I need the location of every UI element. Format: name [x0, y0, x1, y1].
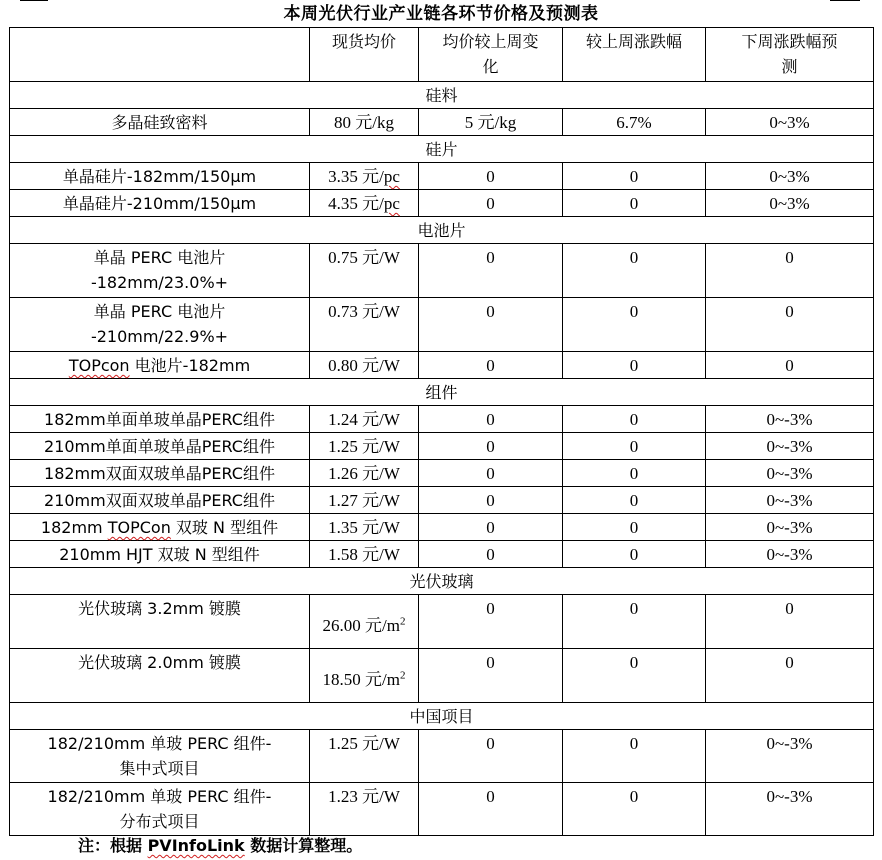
table-row: [10, 487, 874, 514]
table-row: [10, 783, 874, 836]
forecast: 0~-3%: [706, 433, 874, 460]
weekly-pct: 0: [563, 244, 706, 298]
section-row: [10, 568, 874, 595]
weekly-pct: 0: [563, 649, 706, 703]
forecast: 0: [706, 244, 874, 298]
table-row: [10, 244, 874, 298]
product-name: 210mm双面双玻单晶PERC组件: [10, 487, 310, 514]
weekly-pct: 0: [563, 783, 706, 836]
forecast: 0~-3%: [706, 514, 874, 541]
section-row: [10, 217, 874, 244]
spot-price: 1.26 元/W: [310, 460, 419, 487]
forecast: 0~-3%: [706, 406, 874, 433]
product-name: 210mm单面单玻单晶PERC组件: [10, 433, 310, 460]
forecast: 0~-3%: [706, 783, 874, 836]
spot-price: 1.25 元/W: [310, 730, 419, 783]
product-name: 单晶 PERC 电池片 -182mm/23.0%+: [10, 244, 310, 298]
weekly-change: 5 元/kg: [419, 109, 563, 136]
weekly-change: 0: [419, 298, 563, 352]
weekly-pct: 0: [563, 460, 706, 487]
table-row: [10, 460, 874, 487]
weekly-change: 0: [419, 514, 563, 541]
table-row: [10, 109, 874, 136]
product-name: 多晶硅致密料: [10, 109, 310, 136]
section-row: [10, 703, 874, 730]
product-name: 182mm TOPCon 双玻 N 型组件: [10, 514, 310, 541]
table-row: [10, 541, 874, 568]
weekly-pct: 0: [563, 514, 706, 541]
product-name: 光伏玻璃 3.2mm 镀膜: [10, 595, 310, 649]
product-name: 182mm双面双玻单晶PERC组件: [10, 460, 310, 487]
spot-price: 1.58 元/W: [310, 541, 419, 568]
section-silicon: 硅料: [10, 82, 874, 109]
table-row: [10, 649, 874, 703]
table-row: [10, 406, 874, 433]
table-row: [10, 595, 874, 649]
product-name: 单晶 PERC 电池片 -210mm/22.9%+: [10, 298, 310, 352]
weekly-pct: 0: [563, 433, 706, 460]
header-blank: [10, 28, 310, 82]
section-china-projects: 中国项目: [10, 703, 874, 730]
weekly-pct: 0: [563, 487, 706, 514]
spot-price: 0.73 元/W: [310, 298, 419, 352]
weekly-change: 0: [419, 433, 563, 460]
price-table: [9, 27, 874, 836]
weekly-pct: 0: [563, 595, 706, 649]
product-name: TOPcon 电池片-182mm: [10, 352, 310, 379]
table-row: [10, 730, 874, 783]
forecast: 0~3%: [706, 163, 874, 190]
spot-price: 4.35 元/pc: [310, 190, 419, 217]
spot-price: 0.75 元/W: [310, 244, 419, 298]
forecast: 0: [706, 352, 874, 379]
table-title: 本周光伏行业产业链各环节价格及预测表: [283, 4, 599, 24]
spot-price: 1.25 元/W: [310, 433, 419, 460]
forecast: 0~-3%: [706, 730, 874, 783]
forecast: 0~-3%: [706, 541, 874, 568]
weekly-change: 0: [419, 352, 563, 379]
spot-price: 1.24 元/W: [310, 406, 419, 433]
weekly-change: 0: [419, 244, 563, 298]
section-row: [10, 136, 874, 163]
table-row: [10, 190, 874, 217]
table-row: [10, 298, 874, 352]
forecast: 0: [706, 298, 874, 352]
header-weekly-pct: 较上周涨跌幅: [563, 28, 706, 82]
spot-price: 1.23 元/W: [310, 783, 419, 836]
weekly-change: 0: [419, 783, 563, 836]
product-name: 单晶硅片-210mm/150μm: [10, 190, 310, 217]
weekly-change: 0: [419, 487, 563, 514]
product-name: 182/210mm 单玻 PERC 组件- 集中式项目: [10, 730, 310, 783]
header-weekly-change: 均价较上周变 化: [419, 28, 563, 82]
weekly-pct: 0: [563, 541, 706, 568]
product-name: 182mm单面单玻单晶PERC组件: [10, 406, 310, 433]
weekly-change: 0: [419, 730, 563, 783]
product-name: 210mm HJT 双玻 N 型组件: [10, 541, 310, 568]
weekly-change: 0: [419, 649, 563, 703]
spot-price: 3.35 元/pc: [310, 163, 419, 190]
weekly-change: 0: [419, 190, 563, 217]
footnote: 注：根据 PVInfoLink 数据计算整理。: [78, 836, 363, 855]
header-spot-price: 现货均价: [310, 28, 419, 82]
spot-price: 26.00 元$/m^2$: [310, 595, 419, 649]
forecast: 0: [706, 649, 874, 703]
weekly-pct: 6.7%: [563, 109, 706, 136]
header-next-week-forecast: 下周涨跌幅预 测: [706, 28, 874, 82]
section-row: [10, 379, 874, 406]
table-row: [10, 163, 874, 190]
spot-price: 0.80 元/W: [310, 352, 419, 379]
spot-price: 1.27 元/W: [310, 487, 419, 514]
top-rule-left: [20, 0, 48, 1]
top-rule-right: [830, 0, 860, 1]
weekly-change: 0: [419, 595, 563, 649]
section-wafer: 硅片: [10, 136, 874, 163]
table-row: [10, 514, 874, 541]
weekly-change: 0: [419, 163, 563, 190]
spot-price: 80 元/kg: [310, 109, 419, 136]
weekly-change: 0: [419, 406, 563, 433]
weekly-pct: 0: [563, 352, 706, 379]
weekly-change: 0: [419, 460, 563, 487]
section-glass: 光伏玻璃: [10, 568, 874, 595]
section-cell: 电池片: [10, 217, 874, 244]
spot-price: 18.50 元$/m^2$: [310, 649, 419, 703]
forecast: 0~-3%: [706, 460, 874, 487]
forecast: 0~-3%: [706, 487, 874, 514]
forecast: 0~3%: [706, 109, 874, 136]
forecast: 0~3%: [706, 190, 874, 217]
spot-price: 1.35 元/W: [310, 514, 419, 541]
forecast: 0: [706, 595, 874, 649]
weekly-pct: 0: [563, 190, 706, 217]
weekly-pct: 0: [563, 298, 706, 352]
section-row: [10, 82, 874, 109]
weekly-pct: 0: [563, 163, 706, 190]
product-name: 单晶硅片-182mm/150μm: [10, 163, 310, 190]
header-row: [10, 28, 874, 82]
weekly-pct: 0: [563, 730, 706, 783]
product-name: 光伏玻璃 2.0mm 镀膜: [10, 649, 310, 703]
table-row: [10, 352, 874, 379]
product-name: 182/210mm 单玻 PERC 组件- 分布式项目: [10, 783, 310, 836]
table-row: [10, 433, 874, 460]
weekly-pct: 0: [563, 406, 706, 433]
section-module: 组件: [10, 379, 874, 406]
weekly-change: 0: [419, 541, 563, 568]
